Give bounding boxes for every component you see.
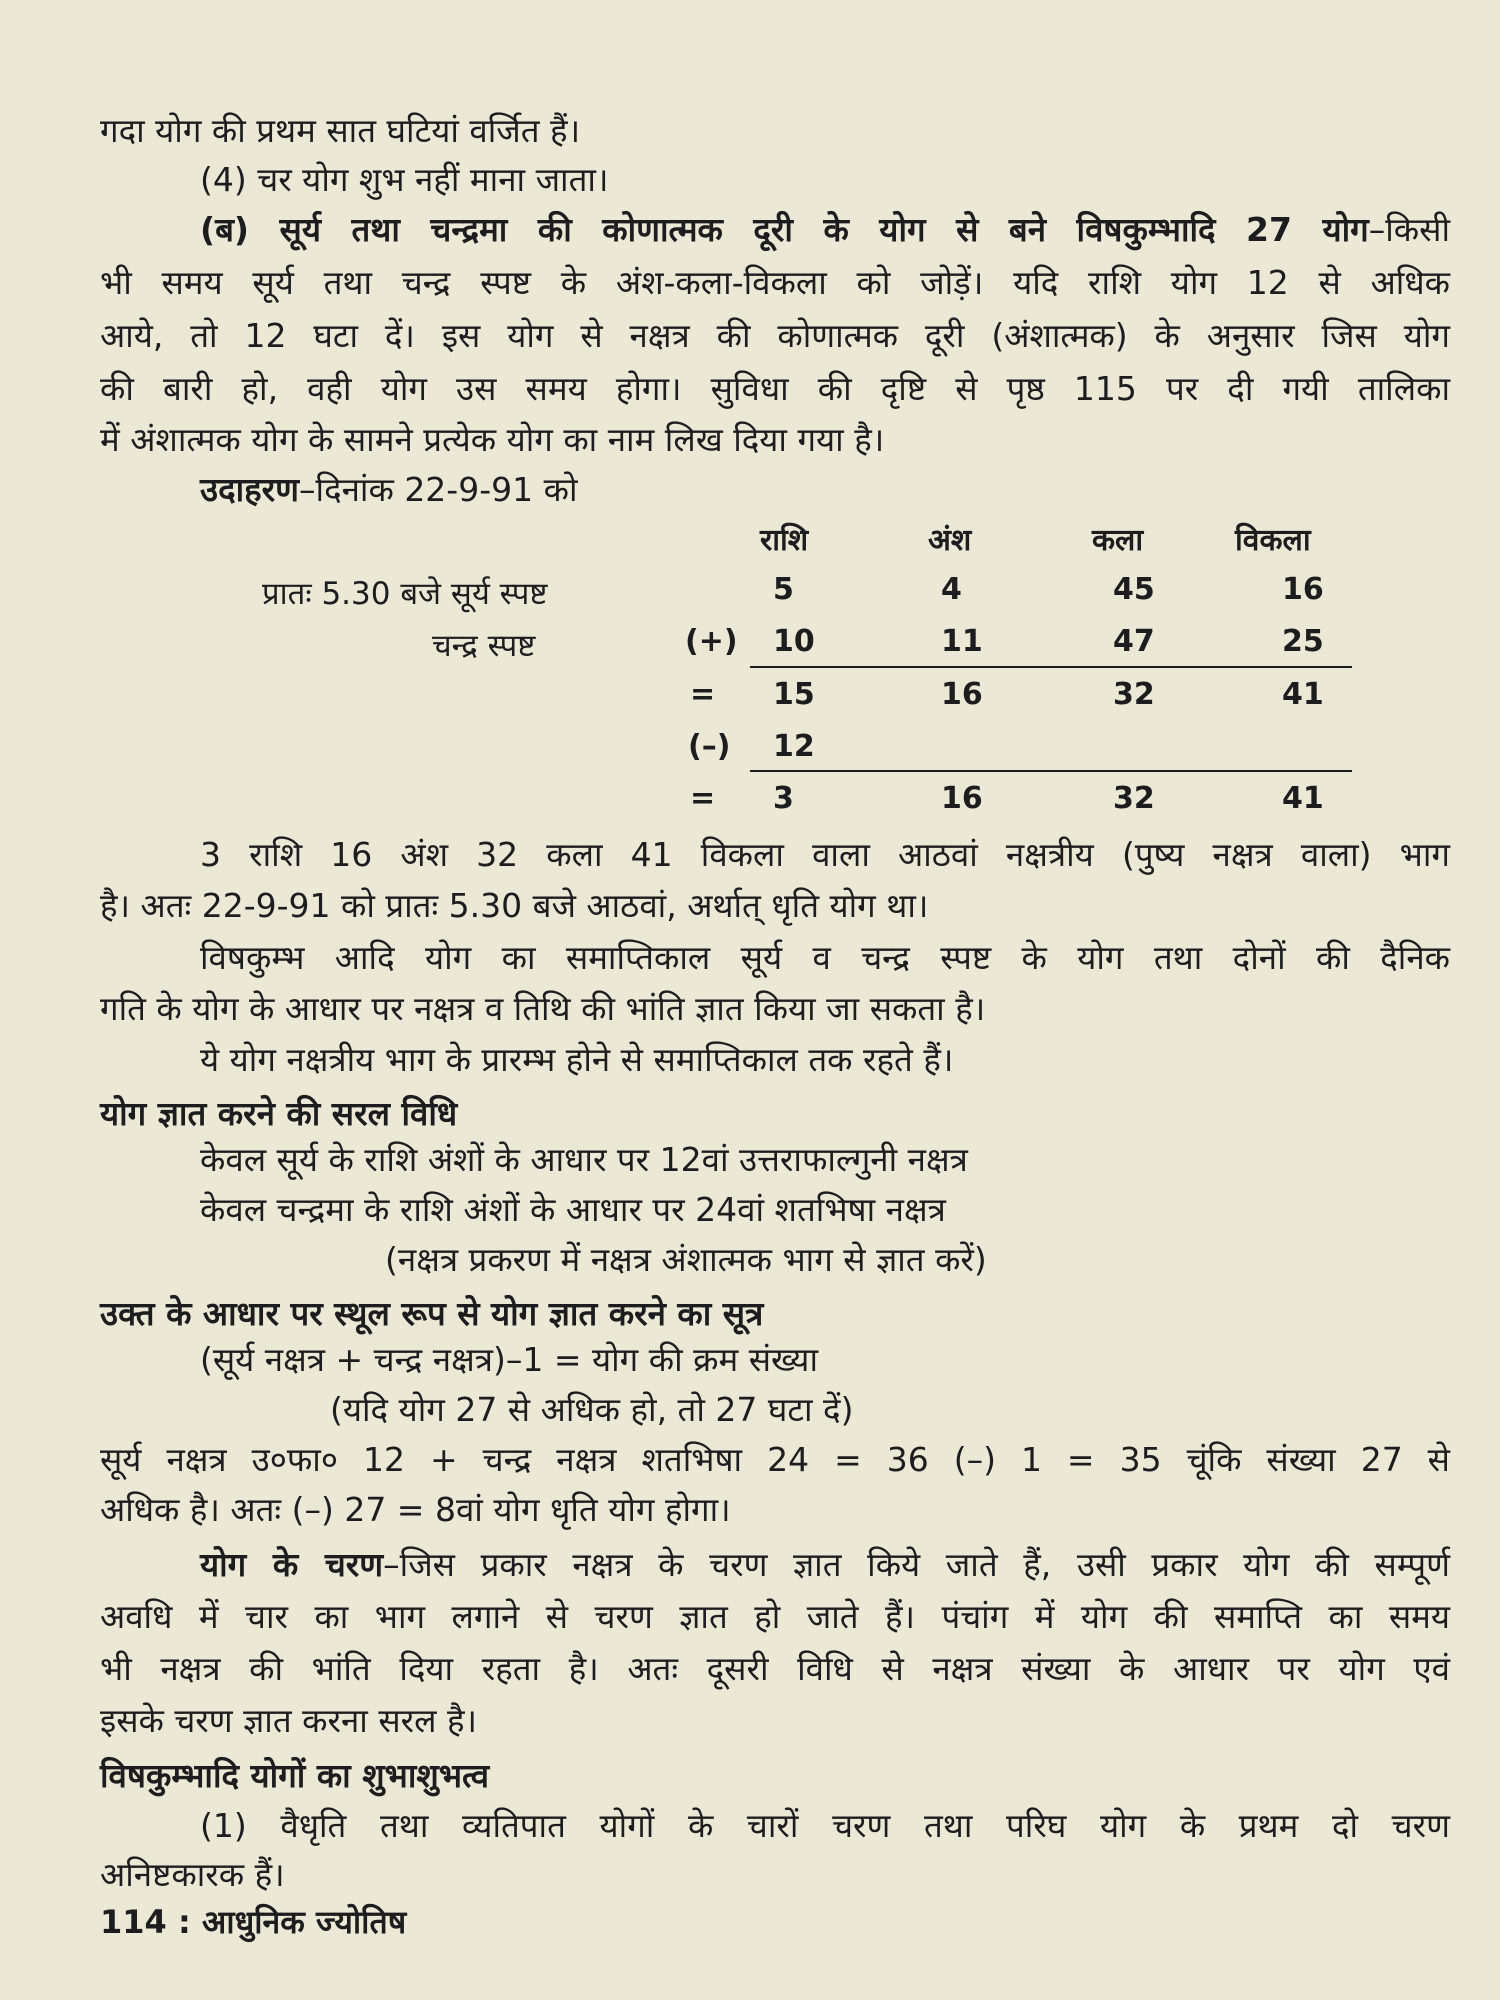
text-line — [200, 210, 1450, 250]
section-heading: उक्त के आधार पर स्थूल रूप से योग ज्ञात करने का सूत्र — [100, 1294, 764, 1333]
text-line: इसके चरण ज्ञात करना सरल है। — [100, 1701, 478, 1740]
text-line — [200, 470, 1450, 510]
text-span: –किसी — [1368, 210, 1450, 249]
row-label: प्रातः 5.30 बजे सूर्य स्पष्ट — [262, 576, 548, 612]
page-footer: 114 : आधुनिक ज्योतिष — [100, 1903, 407, 1941]
text-line: भी समय सूर्य तथा चन्द्र स्पष्ट के अंश-कला-विकला को जोड़ें। यदि राशि योग 12 से अधिक — [100, 263, 1450, 302]
text-span: –जिस प्रकार नक्षत्र के चरण ज्ञात किये जाते हैं, उसी प्रकार योग की सम्पूर्ण — [383, 1545, 1450, 1584]
table-cell: 10 — [773, 624, 815, 659]
result-rule — [750, 770, 1352, 772]
table-cell: 16 — [941, 677, 983, 712]
example-label: उदाहरण — [200, 470, 300, 509]
text-line: 3 राशि 16 अंश 32 कला 41 विकला वाला आठवां नक्षत्रीय (पुष्य नक्षत्र वाला) भाग — [200, 835, 1450, 874]
subheading-inline: योग के चरण — [200, 1545, 384, 1584]
text-line: आये, तो 12 घटा दें। इस योग से नक्षत्र की कोणात्मक दूरी (अंशात्मक) के अनुसार जिस योग — [100, 316, 1450, 355]
text-line: की बारी हो, वही योग उस समय होगा। सुविधा की दृष्टि से पृष्ठ 115 पर दी गयी तालिका — [100, 369, 1450, 408]
formula-line: (सूर्य नक्षत्र + चन्द्र नक्षत्र)–1 = योग की क्रम संख्या — [200, 1340, 818, 1379]
table-cell: 5 — [773, 572, 794, 607]
text-line: है। अतः 22-9-91 को प्रातः 5.30 बजे आठवां, अर्थात् धृति योग था। — [100, 886, 929, 925]
text-line: सूर्य नक्षत्र उ०फा० 12 + चन्द्र नक्षत्र शतभिषा 24 = 36 (–) 1 = 35 चूंकि संख्या 27 से — [100, 1440, 1450, 1479]
table-cell: 25 — [1282, 624, 1324, 659]
table-header: राशि — [760, 523, 809, 558]
text-line: अधिक है। अतः (–) 27 = 8वां योग धृति योग होगा। — [100, 1490, 731, 1529]
table-cell: 47 — [1113, 624, 1155, 659]
text-line: अनिष्टकारक हैं। — [100, 1855, 285, 1894]
text-span: –दिनांक 22-9-91 को — [299, 470, 578, 509]
text-line: विषकुम्भ आदि योग का समाप्तिकाल सूर्य व चन्द्र स्पष्ट के योग तथा दोनों की दैनिक — [200, 938, 1450, 977]
row-operator: = — [690, 781, 716, 816]
table-cell: 32 — [1113, 781, 1155, 816]
table-header: विकला — [1235, 523, 1311, 558]
text-line: गदा योग की प्रथम सात घटियां वर्जित हैं। — [100, 111, 581, 150]
table-cell: 41 — [1282, 677, 1324, 712]
text-line: अवधि में चार का भाग लगाने से चरण ज्ञात हो जाते हैं। पंचांग में योग की समाप्ति का समय — [100, 1597, 1450, 1636]
section-heading: विषकुम्भादि योगों का शुभाशुभत्व — [100, 1756, 490, 1795]
text-line: केवल सूर्य के राशि अंशों के आधार पर 12वां उत्तराफाल्गुनी नक्षत्र — [200, 1140, 968, 1179]
table-cell: 41 — [1282, 781, 1324, 816]
text-line: भी नक्षत्र की भांति दिया रहता है। अतः दूसरी विधि से नक्षत्र संख्या के आधार पर योग एवं — [100, 1649, 1450, 1688]
table-header: कला — [1092, 523, 1144, 558]
text-line: (यदि योग 27 से अधिक हो, तो 27 घटा दें) — [330, 1390, 854, 1429]
text-line — [200, 1545, 1450, 1585]
table-cell: 15 — [773, 677, 815, 712]
text-line: (1) वैधृति तथा व्यतिपात योगों के चारों चरण तथा परिघ योग के प्रथम दो चरण — [200, 1806, 1450, 1845]
text-line: केवल चन्द्रमा के राशि अंशों के आधार पर 24वां शतभिषा नक्षत्र — [200, 1190, 946, 1229]
text-line: में अंशात्मक योग के सामने प्रत्येक योग का नाम लिख दिया गया है। — [100, 420, 885, 459]
table-cell: 32 — [1113, 677, 1155, 712]
table-cell: 16 — [941, 781, 983, 816]
text-line: (नक्षत्र प्रकरण में नक्षत्र अंशात्मक भाग से ज्ञात करें) — [385, 1240, 987, 1279]
table-cell: 12 — [773, 729, 815, 764]
row-operator: (–) — [688, 729, 731, 764]
text-line: ये योग नक्षत्रीय भाग के प्रारम्भ होने से समाप्तिकाल तक रहते हैं। — [200, 1040, 954, 1079]
subheading-inline: (ब) सूर्य तथा चन्द्रमा की कोणात्मक दूरी के योग से बने विषकुम्भादि 27 योग — [200, 210, 1369, 249]
row-operator: = — [690, 677, 716, 712]
section-heading: योग ज्ञात करने की सरल विधि — [100, 1094, 458, 1133]
row-operator: (+) — [685, 624, 738, 659]
table-header: अंश — [928, 523, 972, 558]
text-line: (4) चर योग शुभ नहीं माना जाता। — [200, 160, 609, 199]
table-cell: 16 — [1282, 572, 1324, 607]
sum-rule — [750, 666, 1352, 668]
table-cell: 11 — [941, 624, 983, 659]
table-cell: 3 — [773, 781, 794, 816]
text-line: गति के योग के आधार पर नक्षत्र व तिथि की भांति ज्ञात किया जा सकता है। — [100, 989, 986, 1028]
table-cell: 45 — [1113, 572, 1155, 607]
table-cell: 4 — [941, 572, 962, 607]
row-label: चन्द्र स्पष्ट — [432, 628, 536, 664]
